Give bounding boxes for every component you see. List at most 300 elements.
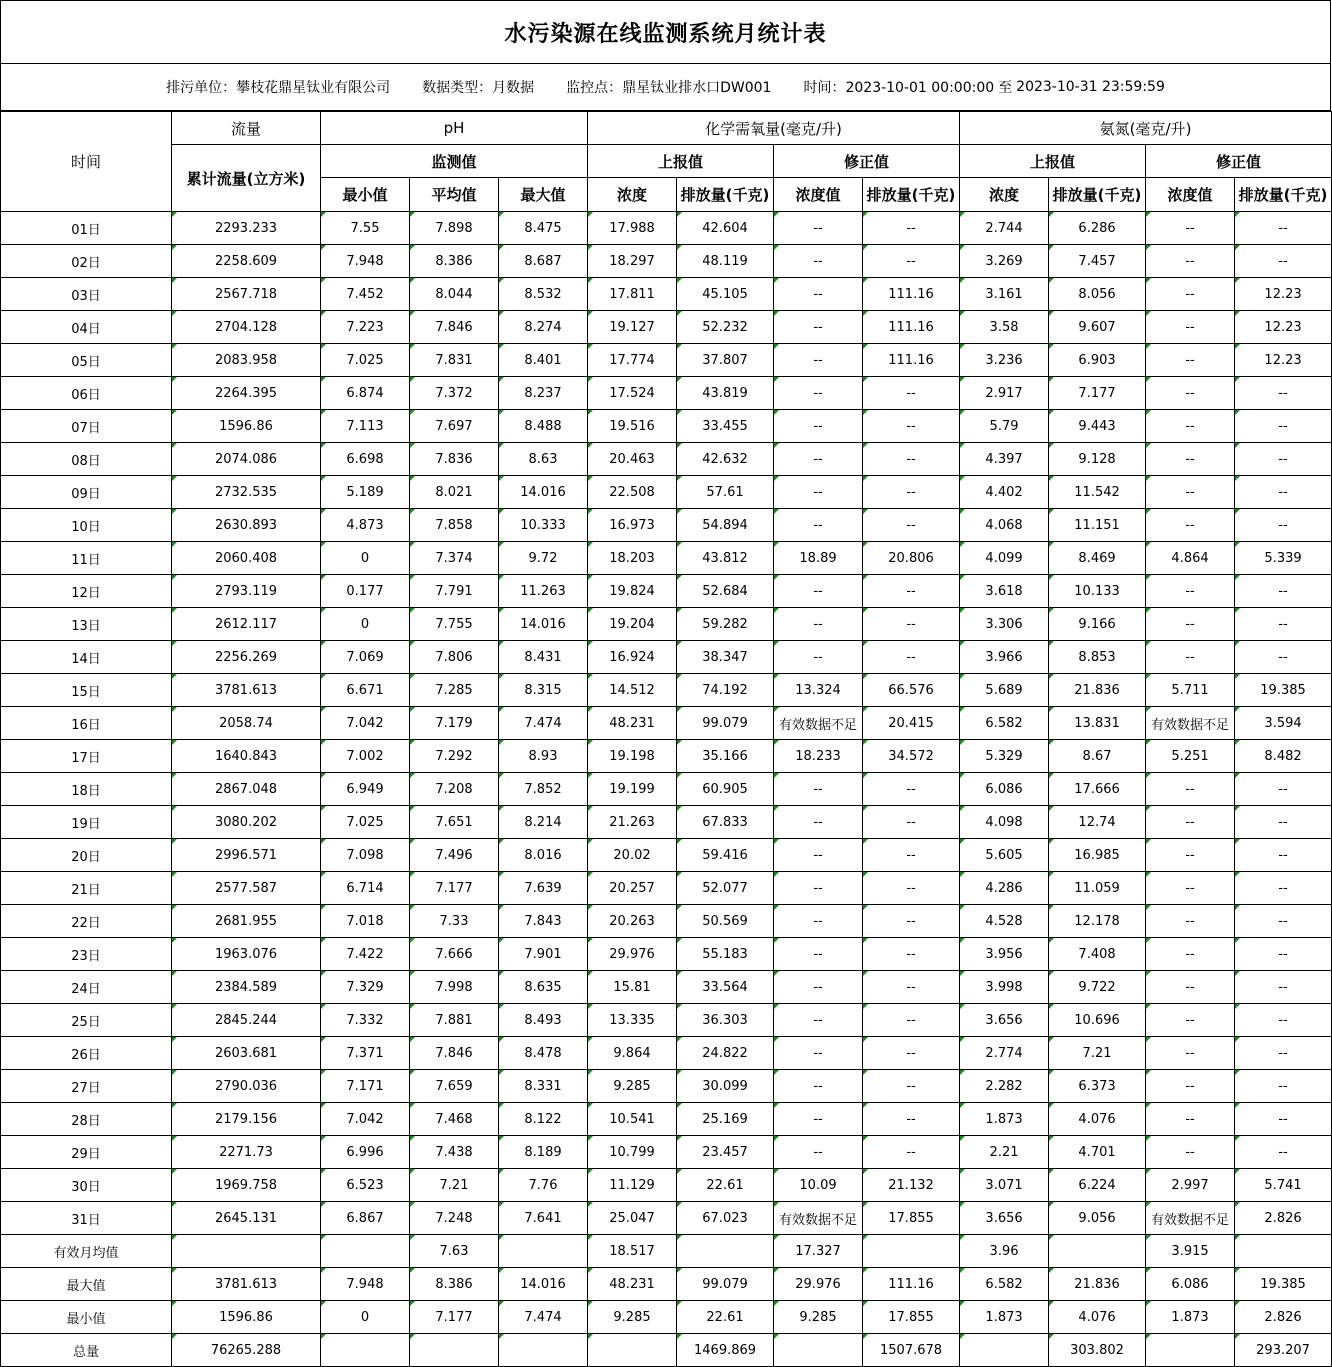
cell-cod-emission: 99.079: [677, 1268, 774, 1301]
cell-cod-corr-conc: --: [774, 377, 863, 410]
time-start-label: 时间：2023-10-01 00:00:00: [803, 80, 995, 96]
cell-time: 13日: [1, 608, 172, 641]
cell-flow: 2258.609: [172, 245, 321, 278]
cell-cod-corr-emission: --: [863, 905, 960, 938]
cell-cod-corr-emission: 20.806: [863, 542, 960, 575]
cell-nh-corr-emission: --: [1235, 1037, 1332, 1070]
cell-ph-avg: 7.496: [410, 839, 499, 872]
cell-ph-min: 7.018: [321, 905, 410, 938]
header-ph-avg: 平均值: [410, 178, 499, 212]
cell-time: 30日: [1, 1169, 172, 1202]
cell-nh-emission: 9.722: [1049, 971, 1146, 1004]
cell-nh-corr-emission: 2.826: [1235, 1301, 1332, 1334]
header-ph-group: pH: [321, 112, 588, 145]
cell-cod-conc: 20.02: [588, 839, 677, 872]
cell-nh-corr-conc: --: [1146, 1136, 1235, 1169]
cell-nh-emission: 9.128: [1049, 443, 1146, 476]
cell-cod-conc: 20.263: [588, 905, 677, 938]
cell-nh-conc: 4.397: [960, 443, 1049, 476]
cell-ph-avg: 7.898: [410, 212, 499, 245]
cell-nh-corr-conc: --: [1146, 278, 1235, 311]
cell-time: 26日: [1, 1037, 172, 1070]
table-row: [1, 509, 1332, 542]
cell-time: 最小值: [1, 1301, 172, 1334]
cell-cod-conc: 29.976: [588, 938, 677, 971]
cell-nh-corr-conc: --: [1146, 443, 1235, 476]
cell-time: 19日: [1, 806, 172, 839]
cell-cod-conc: 19.204: [588, 608, 677, 641]
cell-time: 24日: [1, 971, 172, 1004]
cell-cod-emission: 25.169: [677, 1103, 774, 1136]
table-row: [1, 410, 1332, 443]
cell-cod-emission: 67.833: [677, 806, 774, 839]
cell-cod-conc: 20.257: [588, 872, 677, 905]
cell-flow: 1596.86: [172, 1301, 321, 1334]
cell-nh-conc: 3.956: [960, 938, 1049, 971]
cell-ph-min: 7.042: [321, 1103, 410, 1136]
cell-cod-corr-conc: --: [774, 344, 863, 377]
cell-cod-conc: 13.335: [588, 1004, 677, 1037]
cell-ph-max: 7.76: [499, 1169, 588, 1202]
header-ph-monitored: 监测值: [321, 145, 588, 178]
cell-cod-corr-emission: 21.132: [863, 1169, 960, 1202]
cell-nh-corr-emission: --: [1235, 410, 1332, 443]
cell-cod-corr-emission: --: [863, 971, 960, 1004]
cell-nh-corr-conc: --: [1146, 212, 1235, 245]
cell-ph-min: 0: [321, 608, 410, 641]
cell-ph-avg: 7.881: [410, 1004, 499, 1037]
table-row: [1, 1037, 1332, 1070]
cell-cod-corr-emission: --: [863, 212, 960, 245]
table-row: [1, 344, 1332, 377]
cell-nh-emission: 11.151: [1049, 509, 1146, 542]
cell-ph-min: 6.949: [321, 773, 410, 806]
cell-time: 17日: [1, 740, 172, 773]
time-separator: 至: [998, 80, 1013, 96]
cell-nh-conc: 6.582: [960, 1268, 1049, 1301]
cell-cod-corr-emission: --: [863, 1004, 960, 1037]
cell-ph-avg: 7.179: [410, 707, 499, 740]
cell-cod-corr-conc: --: [774, 443, 863, 476]
cell-nh-corr-conc: --: [1146, 575, 1235, 608]
cell-nh-conc: 5.689: [960, 674, 1049, 707]
cell-cod-emission: 57.61: [677, 476, 774, 509]
cell-nh-corr-emission: 19.385: [1235, 674, 1332, 707]
cell-flow: 2271.73: [172, 1136, 321, 1169]
cell-nh-conc: 2.917: [960, 377, 1049, 410]
cell-nh-corr-emission: --: [1235, 476, 1332, 509]
monthly-stats-table: [0, 111, 1332, 1367]
time-end-label: 2023-10-31 23:59:59: [1016, 79, 1165, 95]
cell-time: 22日: [1, 905, 172, 938]
cell-ph-min: 0.177: [321, 575, 410, 608]
cell-flow: 2790.036: [172, 1070, 321, 1103]
cell-nh-emission: 9.166: [1049, 608, 1146, 641]
cell-cod-emission: 30.099: [677, 1070, 774, 1103]
cell-nh-corr-conc: --: [1146, 773, 1235, 806]
cell-ph-min: [321, 1235, 410, 1268]
report-info-bar: [0, 64, 1331, 111]
cell-cod-corr-conc: --: [774, 245, 863, 278]
cell-flow: 2293.233: [172, 212, 321, 245]
cell-cod-corr-emission: 111.16: [863, 344, 960, 377]
cell-nh-corr-conc: --: [1146, 971, 1235, 1004]
header-cod-corrected-concentration: 浓度值: [774, 178, 863, 212]
cell-nh-corr-emission: --: [1235, 839, 1332, 872]
cell-flow: 2264.395: [172, 377, 321, 410]
cell-cod-corr-emission: --: [863, 575, 960, 608]
cell-flow: 3781.613: [172, 1268, 321, 1301]
header-ph-max: 最大值: [499, 178, 588, 212]
cell-nh-conc: 3.161: [960, 278, 1049, 311]
cell-cod-corr-emission: --: [863, 509, 960, 542]
table-row: [1, 971, 1332, 1004]
cell-time: 23日: [1, 938, 172, 971]
cell-nh-conc: 3.071: [960, 1169, 1049, 1202]
cell-flow: 2704.128: [172, 311, 321, 344]
cell-cod-corr-conc: --: [774, 410, 863, 443]
cell-nh-corr-emission: --: [1235, 212, 1332, 245]
cell-ph-min: 6.867: [321, 1202, 410, 1235]
table-row: [1, 476, 1332, 509]
cell-nh-emission: 11.059: [1049, 872, 1146, 905]
cell-ph-avg: 7.806: [410, 641, 499, 674]
cell-cod-corr-conc: 18.89: [774, 542, 863, 575]
cell-cod-conc: 17.524: [588, 377, 677, 410]
report-title: 水污染源在线监测系统月统计表: [0, 0, 1331, 64]
cell-cod-corr-conc: 有效数据不足: [774, 1202, 863, 1235]
cell-nh-emission: 9.056: [1049, 1202, 1146, 1235]
cell-ph-max: 7.843: [499, 905, 588, 938]
header-nh-corrected-emission: 排放量(千克): [1235, 178, 1332, 212]
cell-cod-corr-emission: 17.855: [863, 1301, 960, 1334]
cell-nh-conc: 3.998: [960, 971, 1049, 1004]
cell-ph-avg: 7.374: [410, 542, 499, 575]
cell-nh-emission: 10.696: [1049, 1004, 1146, 1037]
cell-nh-emission: 6.903: [1049, 344, 1146, 377]
cell-ph-min: 7.948: [321, 1268, 410, 1301]
cell-time: 02日: [1, 245, 172, 278]
cell-cod-conc: 9.285: [588, 1070, 677, 1103]
cell-flow: 2567.718: [172, 278, 321, 311]
table-row: [1, 1004, 1332, 1037]
cell-ph-min: 7.002: [321, 740, 410, 773]
cell-cod-corr-emission: --: [863, 443, 960, 476]
cell-nh-corr-emission: 5.741: [1235, 1169, 1332, 1202]
cell-ph-min: 6.523: [321, 1169, 410, 1202]
cell-ph-max: 8.214: [499, 806, 588, 839]
table-row: [1, 377, 1332, 410]
cell-nh-conc: 5.605: [960, 839, 1049, 872]
cell-nh-conc: 4.068: [960, 509, 1049, 542]
cell-ph-min: 7.948: [321, 245, 410, 278]
cell-ph-avg: [410, 1334, 499, 1367]
cell-nh-corr-emission: 2.826: [1235, 1202, 1332, 1235]
cell-time: 18日: [1, 773, 172, 806]
cell-nh-corr-conc: --: [1146, 1070, 1235, 1103]
cell-nh-emission: 10.133: [1049, 575, 1146, 608]
header-nh-corrected-concentration: 浓度值: [1146, 178, 1235, 212]
cell-ph-max: 14.016: [499, 476, 588, 509]
cell-nh-conc: 1.873: [960, 1103, 1049, 1136]
cell-ph-avg: 7.438: [410, 1136, 499, 1169]
cell-cod-corr-conc: --: [774, 938, 863, 971]
cell-nh-conc: 3.306: [960, 608, 1049, 641]
cell-time: 总量: [1, 1334, 172, 1367]
cell-cod-conc: 18.203: [588, 542, 677, 575]
cell-cod-corr-conc: --: [774, 1136, 863, 1169]
cell-ph-avg: 7.791: [410, 575, 499, 608]
cell-cod-corr-conc: --: [774, 1004, 863, 1037]
cell-nh-corr-conc: 6.086: [1146, 1268, 1235, 1301]
cell-ph-max: 8.315: [499, 674, 588, 707]
cell-time: 05日: [1, 344, 172, 377]
cell-cod-emission: 38.347: [677, 641, 774, 674]
cell-ph-max: 7.474: [499, 707, 588, 740]
cell-flow: 2612.117: [172, 608, 321, 641]
table-row: [1, 245, 1332, 278]
cell-nh-emission: 8.469: [1049, 542, 1146, 575]
cell-ph-min: 5.189: [321, 476, 410, 509]
cell-cod-corr-emission: --: [863, 872, 960, 905]
cell-nh-corr-emission: 12.23: [1235, 344, 1332, 377]
cell-ph-max: 10.333: [499, 509, 588, 542]
cell-nh-conc: 6.086: [960, 773, 1049, 806]
cell-cod-corr-conc: --: [774, 509, 863, 542]
cell-cod-corr-emission: --: [863, 608, 960, 641]
cell-flow: 76265.288: [172, 1334, 321, 1367]
cell-ph-max: 8.274: [499, 311, 588, 344]
cell-cod-corr-emission: --: [863, 410, 960, 443]
cell-cod-corr-conc: --: [774, 575, 863, 608]
header-ph-min: 最小值: [321, 178, 410, 212]
cell-flow: 2058.74: [172, 707, 321, 740]
cell-nh-corr-conc: --: [1146, 1004, 1235, 1037]
cell-nh-conc: 4.098: [960, 806, 1049, 839]
cell-cod-conc: 17.811: [588, 278, 677, 311]
cell-nh-corr-conc: 3.915: [1146, 1235, 1235, 1268]
cell-flow: 2384.589: [172, 971, 321, 1004]
cell-ph-min: 7.171: [321, 1070, 410, 1103]
cell-nh-corr-conc: --: [1146, 509, 1235, 542]
cell-cod-emission: 22.61: [677, 1301, 774, 1334]
cell-ph-min: 7.025: [321, 344, 410, 377]
cell-nh-corr-emission: --: [1235, 905, 1332, 938]
cell-cod-conc: 17.774: [588, 344, 677, 377]
cell-cod-corr-conc: --: [774, 1103, 863, 1136]
cell-cod-corr-emission: --: [863, 245, 960, 278]
cell-ph-avg: 8.021: [410, 476, 499, 509]
cell-flow: 2793.119: [172, 575, 321, 608]
cell-ph-avg: 7.177: [410, 1301, 499, 1334]
cell-ph-min: 7.332: [321, 1004, 410, 1037]
cell-nh-corr-conc: --: [1146, 245, 1235, 278]
cell-nh-conc: 3.96: [960, 1235, 1049, 1268]
cell-nh-conc: 3.618: [960, 575, 1049, 608]
cell-flow: 1963.076: [172, 938, 321, 971]
cell-nh-corr-conc: 4.864: [1146, 542, 1235, 575]
cell-cod-corr-conc: --: [774, 212, 863, 245]
cell-ph-min: 7.422: [321, 938, 410, 971]
cell-cod-corr-emission: --: [863, 1103, 960, 1136]
cell-cod-emission: 54.894: [677, 509, 774, 542]
cell-ph-avg: 7.208: [410, 773, 499, 806]
header-cod-corrected-emission: 排放量(千克): [863, 178, 960, 212]
table-row: [1, 278, 1332, 311]
cell-ph-avg: 8.386: [410, 245, 499, 278]
cell-cod-corr-conc: --: [774, 905, 863, 938]
cell-cod-corr-conc: --: [774, 278, 863, 311]
cell-ph-avg: 7.659: [410, 1070, 499, 1103]
cell-nh-corr-conc: --: [1146, 641, 1235, 674]
cell-cod-corr-conc: --: [774, 476, 863, 509]
table-header: [1, 112, 1332, 212]
cell-cod-emission: 35.166: [677, 740, 774, 773]
cell-nh-emission: 4.701: [1049, 1136, 1146, 1169]
cell-cod-emission: 43.819: [677, 377, 774, 410]
cell-cod-corr-conc: 29.976: [774, 1268, 863, 1301]
cell-ph-max: 7.641: [499, 1202, 588, 1235]
cell-ph-min: 7.371: [321, 1037, 410, 1070]
table-body: [1, 212, 1332, 1367]
data-type-label: 数据类型：月数据: [422, 80, 535, 96]
cell-nh-emission: 4.076: [1049, 1301, 1146, 1334]
cell-nh-emission: 6.373: [1049, 1070, 1146, 1103]
cell-cod-emission: 48.119: [677, 245, 774, 278]
cell-flow: 1640.843: [172, 740, 321, 773]
cell-nh-corr-conc: --: [1146, 905, 1235, 938]
cell-nh-emission: 303.802: [1049, 1334, 1146, 1367]
cell-flow: 2732.535: [172, 476, 321, 509]
cell-flow: 2996.571: [172, 839, 321, 872]
cell-nh-conc: 3.58: [960, 311, 1049, 344]
cell-cod-conc: 18.297: [588, 245, 677, 278]
cell-nh-emission: 12.178: [1049, 905, 1146, 938]
cell-cod-corr-conc: --: [774, 773, 863, 806]
cell-nh-corr-conc: 5.251: [1146, 740, 1235, 773]
cell-nh-corr-emission: --: [1235, 971, 1332, 1004]
header-cod-concentration: 浓度: [588, 178, 677, 212]
cell-cod-corr-emission: 111.16: [863, 311, 960, 344]
cell-nh-emission: 17.666: [1049, 773, 1146, 806]
cell-ph-avg: 7.846: [410, 311, 499, 344]
cell-flow: 2681.955: [172, 905, 321, 938]
cell-cod-conc: 16.924: [588, 641, 677, 674]
cell-nh-corr-conc: --: [1146, 1037, 1235, 1070]
cell-nh-conc: 2.21: [960, 1136, 1049, 1169]
table-row: [1, 542, 1332, 575]
cell-cod-corr-emission: [863, 1235, 960, 1268]
cell-ph-min: 7.55: [321, 212, 410, 245]
cell-cod-emission: 55.183: [677, 938, 774, 971]
cell-cod-corr-conc: --: [774, 1070, 863, 1103]
cell-ph-avg: 7.831: [410, 344, 499, 377]
cell-nh-corr-emission: 5.339: [1235, 542, 1332, 575]
cell-time: 29日: [1, 1136, 172, 1169]
cell-nh-emission: 9.443: [1049, 410, 1146, 443]
cell-cod-corr-emission: --: [863, 773, 960, 806]
table-row: [1, 1103, 1332, 1136]
cell-ph-max: 8.237: [499, 377, 588, 410]
cell-nh-emission: 8.853: [1049, 641, 1146, 674]
cell-cod-corr-conc: 9.285: [774, 1301, 863, 1334]
table-row: [1, 608, 1332, 641]
cell-ph-max: 8.401: [499, 344, 588, 377]
cell-cod-emission: 67.023: [677, 1202, 774, 1235]
cell-nh-emission: 21.836: [1049, 674, 1146, 707]
cell-nh-corr-conc: --: [1146, 839, 1235, 872]
cell-nh-corr-emission: --: [1235, 1103, 1332, 1136]
cell-flow: 2645.131: [172, 1202, 321, 1235]
cell-nh-emission: 12.74: [1049, 806, 1146, 839]
cell-cod-emission: 42.604: [677, 212, 774, 245]
cell-ph-max: 8.493: [499, 1004, 588, 1037]
summary-row: [1, 1334, 1332, 1367]
cell-cod-corr-emission: --: [863, 1070, 960, 1103]
cell-cod-corr-conc: --: [774, 872, 863, 905]
cell-nh-emission: 8.056: [1049, 278, 1146, 311]
cell-cod-corr-emission: --: [863, 839, 960, 872]
cell-nh-emission: 13.831: [1049, 707, 1146, 740]
cell-cod-corr-conc: --: [774, 311, 863, 344]
cell-cod-emission: 33.455: [677, 410, 774, 443]
cell-flow: 2179.156: [172, 1103, 321, 1136]
cell-nh-corr-conc: --: [1146, 806, 1235, 839]
cell-ph-max: 8.532: [499, 278, 588, 311]
cell-cod-corr-emission: 111.16: [863, 278, 960, 311]
cell-cod-corr-conc: 18.233: [774, 740, 863, 773]
cell-cod-emission: 36.303: [677, 1004, 774, 1037]
cell-nh-corr-emission: 3.594: [1235, 707, 1332, 740]
cell-cod-emission: 59.416: [677, 839, 774, 872]
cell-ph-max: 8.431: [499, 641, 588, 674]
cell-flow: 2630.893: [172, 509, 321, 542]
cell-cod-emission: 59.282: [677, 608, 774, 641]
cell-time: 25日: [1, 1004, 172, 1037]
table-row: [1, 1202, 1332, 1235]
cell-cod-conc: 19.198: [588, 740, 677, 773]
cell-time: 12日: [1, 575, 172, 608]
cell-cod-corr-emission: --: [863, 377, 960, 410]
cell-nh-corr-emission: --: [1235, 509, 1332, 542]
cell-ph-avg: 7.846: [410, 1037, 499, 1070]
header-nh-reported: 上报值: [960, 145, 1146, 178]
cell-nh-corr-emission: --: [1235, 245, 1332, 278]
cell-cod-conc: 10.541: [588, 1103, 677, 1136]
cell-cod-corr-emission: --: [863, 938, 960, 971]
cell-time: 20日: [1, 839, 172, 872]
cell-ph-max: 8.478: [499, 1037, 588, 1070]
cell-nh-conc: 3.656: [960, 1004, 1049, 1037]
cell-cod-corr-emission: 1507.678: [863, 1334, 960, 1367]
cell-ph-max: 8.687: [499, 245, 588, 278]
cell-ph-avg: 7.651: [410, 806, 499, 839]
cell-cod-conc: 15.81: [588, 971, 677, 1004]
cell-nh-emission: 8.67: [1049, 740, 1146, 773]
cell-ph-avg: 7.63: [410, 1235, 499, 1268]
cell-cod-emission: 50.569: [677, 905, 774, 938]
cell-cod-corr-emission: 34.572: [863, 740, 960, 773]
cell-cod-conc: 18.517: [588, 1235, 677, 1268]
cell-ph-avg: 7.248: [410, 1202, 499, 1235]
cell-flow: 2845.244: [172, 1004, 321, 1037]
cell-cod-corr-conc: --: [774, 806, 863, 839]
cell-cod-emission: 23.457: [677, 1136, 774, 1169]
cell-ph-min: 7.223: [321, 311, 410, 344]
header-flow-cumulative: 累计流量(立方米): [172, 145, 321, 212]
header-nh-corrected: 修正值: [1146, 145, 1332, 178]
cell-nh-emission: 7.408: [1049, 938, 1146, 971]
